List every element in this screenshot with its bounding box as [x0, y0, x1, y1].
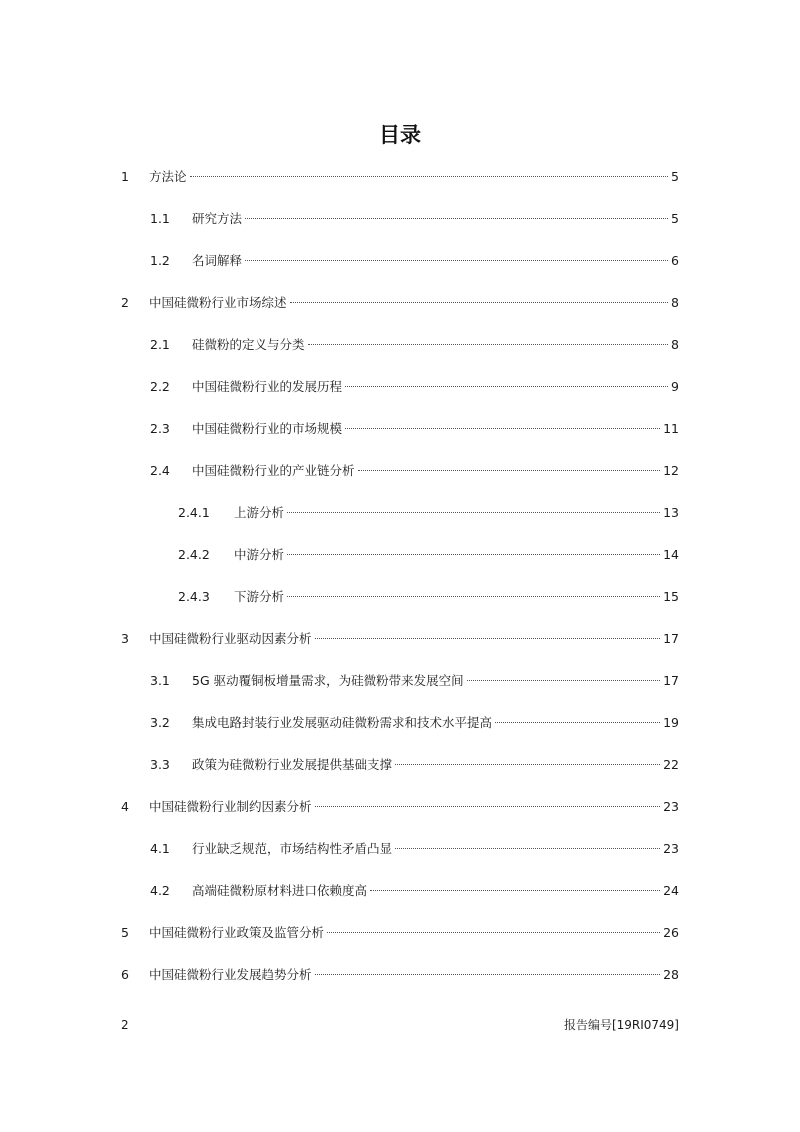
toc-entry[interactable]	[121, 965, 679, 985]
page-title: 目录	[379, 123, 421, 147]
dot-leader	[315, 638, 661, 639]
toc-entry[interactable]	[178, 587, 679, 607]
dot-leader	[245, 260, 668, 261]
toc-entry-number: 1	[121, 169, 129, 184]
toc-entry-page: 28	[663, 967, 679, 982]
toc-entry-title: 中国硅微粉行业的市场规模	[192, 421, 343, 436]
toc-entry-number: 2.4.1	[178, 505, 210, 520]
toc-entry-title: 中国硅微粉行业的产业链分析	[192, 463, 355, 478]
toc-entry-page: 26	[663, 925, 679, 940]
toc-entry-number: 3.1	[150, 673, 170, 688]
toc-entry-title: 中国硅微粉行业市场综述	[149, 295, 287, 310]
toc-entry-page: 5	[671, 211, 679, 226]
toc-entry-page: 5	[671, 169, 679, 184]
toc-entry-title: 硅微粉的定义与分类	[192, 337, 305, 352]
toc-entry-number: 2.2	[150, 379, 170, 394]
toc-entry-title: 名词解释	[192, 253, 243, 268]
toc-entry[interactable]	[150, 881, 679, 901]
toc-entry-title: 集成电路封装行业发展驱动硅微粉需求和技术水平提高	[192, 715, 493, 730]
dot-leader	[345, 386, 668, 387]
toc-entry[interactable]	[178, 503, 679, 523]
toc-entry-number: 4.2	[150, 883, 170, 898]
dot-leader	[315, 974, 661, 975]
toc-entry-title: 高端硅微粉原材料进口依赖度高	[192, 883, 368, 898]
toc-entry-number: 4.1	[150, 841, 170, 856]
toc-entry[interactable]	[150, 419, 679, 439]
toc-entry-page: 15	[663, 589, 679, 604]
toc-entry[interactable]	[150, 671, 679, 691]
toc-entry-title: 5G 驱动覆铜板增量需求，为硅微粉带来发展空间	[192, 673, 464, 688]
dot-leader	[327, 932, 660, 933]
toc-entry-page: 13	[663, 505, 679, 520]
toc-entry-number: 2	[121, 295, 129, 310]
toc-entry[interactable]	[178, 545, 679, 565]
dot-leader	[467, 680, 660, 681]
toc-entry-page: 24	[663, 883, 679, 898]
toc-entry-number: 3	[121, 631, 129, 646]
dot-leader	[395, 764, 660, 765]
toc-entry-number: 6	[121, 967, 129, 982]
toc-entry[interactable]	[121, 797, 679, 817]
toc-entry-title: 政策为硅微粉行业发展提供基础支撑	[192, 757, 393, 772]
toc-entry-title: 中游分析	[234, 547, 285, 562]
toc-entry[interactable]	[150, 461, 679, 481]
toc-entry[interactable]	[150, 755, 679, 775]
toc-entry-page: 23	[663, 841, 679, 856]
toc-entry-page: 6	[671, 253, 679, 268]
toc-entry-title: 行业缺乏规范，市场结构性矛盾凸显	[192, 841, 393, 856]
toc-entry[interactable]	[150, 209, 679, 229]
toc-entry-page: 19	[663, 715, 679, 730]
toc-entry-title: 方法论	[149, 169, 187, 184]
dot-leader	[358, 470, 661, 471]
dot-leader	[287, 512, 660, 513]
toc-entry-number: 3.3	[150, 757, 170, 772]
toc-entry-title: 中国硅微粉行业发展趋势分析	[149, 967, 312, 982]
toc-entry-number: 3.2	[150, 715, 170, 730]
toc-entry-page: 12	[663, 463, 679, 478]
dot-leader	[315, 806, 661, 807]
toc-entry[interactable]	[150, 377, 679, 397]
toc-entry-number: 2.1	[150, 337, 170, 352]
dot-leader	[287, 596, 660, 597]
toc-entry-page: 17	[663, 673, 679, 688]
toc-entry[interactable]	[121, 629, 679, 649]
toc-entry-title: 中国硅微粉行业政策及监管分析	[149, 925, 325, 940]
toc-entry[interactable]	[150, 713, 679, 733]
toc-entry-page: 11	[663, 421, 679, 436]
toc-entry-title: 下游分析	[234, 589, 285, 604]
toc-entry-number: 1.1	[150, 211, 170, 226]
toc-entry-page: 17	[663, 631, 679, 646]
toc-entry-number: 2.4	[150, 463, 170, 478]
toc-entry-title: 研究方法	[192, 211, 243, 226]
toc-entry-title: 中国硅微粉行业的发展历程	[192, 379, 343, 394]
toc-entry-page: 14	[663, 547, 679, 562]
dot-leader	[287, 554, 660, 555]
toc-entry-title: 中国硅微粉行业制约因素分析	[149, 799, 312, 814]
toc-entry-page: 9	[671, 379, 679, 394]
dot-leader	[308, 344, 669, 345]
dot-leader	[495, 722, 660, 723]
dot-leader	[190, 176, 669, 177]
footer-report-id: 报告编号[19RI0749]	[563, 1018, 679, 1032]
dot-leader	[245, 218, 668, 219]
toc-entry-number: 2.4.2	[178, 547, 210, 562]
toc-entry-title: 上游分析	[234, 505, 285, 520]
toc-entry-number: 5	[121, 925, 129, 940]
toc-entry-page: 8	[671, 337, 679, 352]
toc-entry-number: 2.4.3	[178, 589, 210, 604]
toc-entry-number: 1.2	[150, 253, 170, 268]
toc-entry[interactable]	[121, 923, 679, 943]
toc-entry-number: 2.3	[150, 421, 170, 436]
dot-leader	[370, 890, 660, 891]
toc-entry-page: 8	[671, 295, 679, 310]
toc-entry[interactable]	[150, 251, 679, 271]
toc-entry[interactable]	[121, 293, 679, 313]
dot-leader	[345, 428, 660, 429]
toc-entry-number: 4	[121, 799, 129, 814]
toc-entry[interactable]	[150, 839, 679, 859]
toc-entry[interactable]	[150, 335, 679, 355]
toc-entry[interactable]	[121, 167, 679, 187]
dot-leader	[395, 848, 660, 849]
footer-page-number: 2	[121, 1018, 129, 1032]
toc-entry-page: 22	[663, 757, 679, 772]
toc-entry-title: 中国硅微粉行业驱动因素分析	[149, 631, 312, 646]
toc-entry-page: 23	[663, 799, 679, 814]
dot-leader	[290, 302, 669, 303]
